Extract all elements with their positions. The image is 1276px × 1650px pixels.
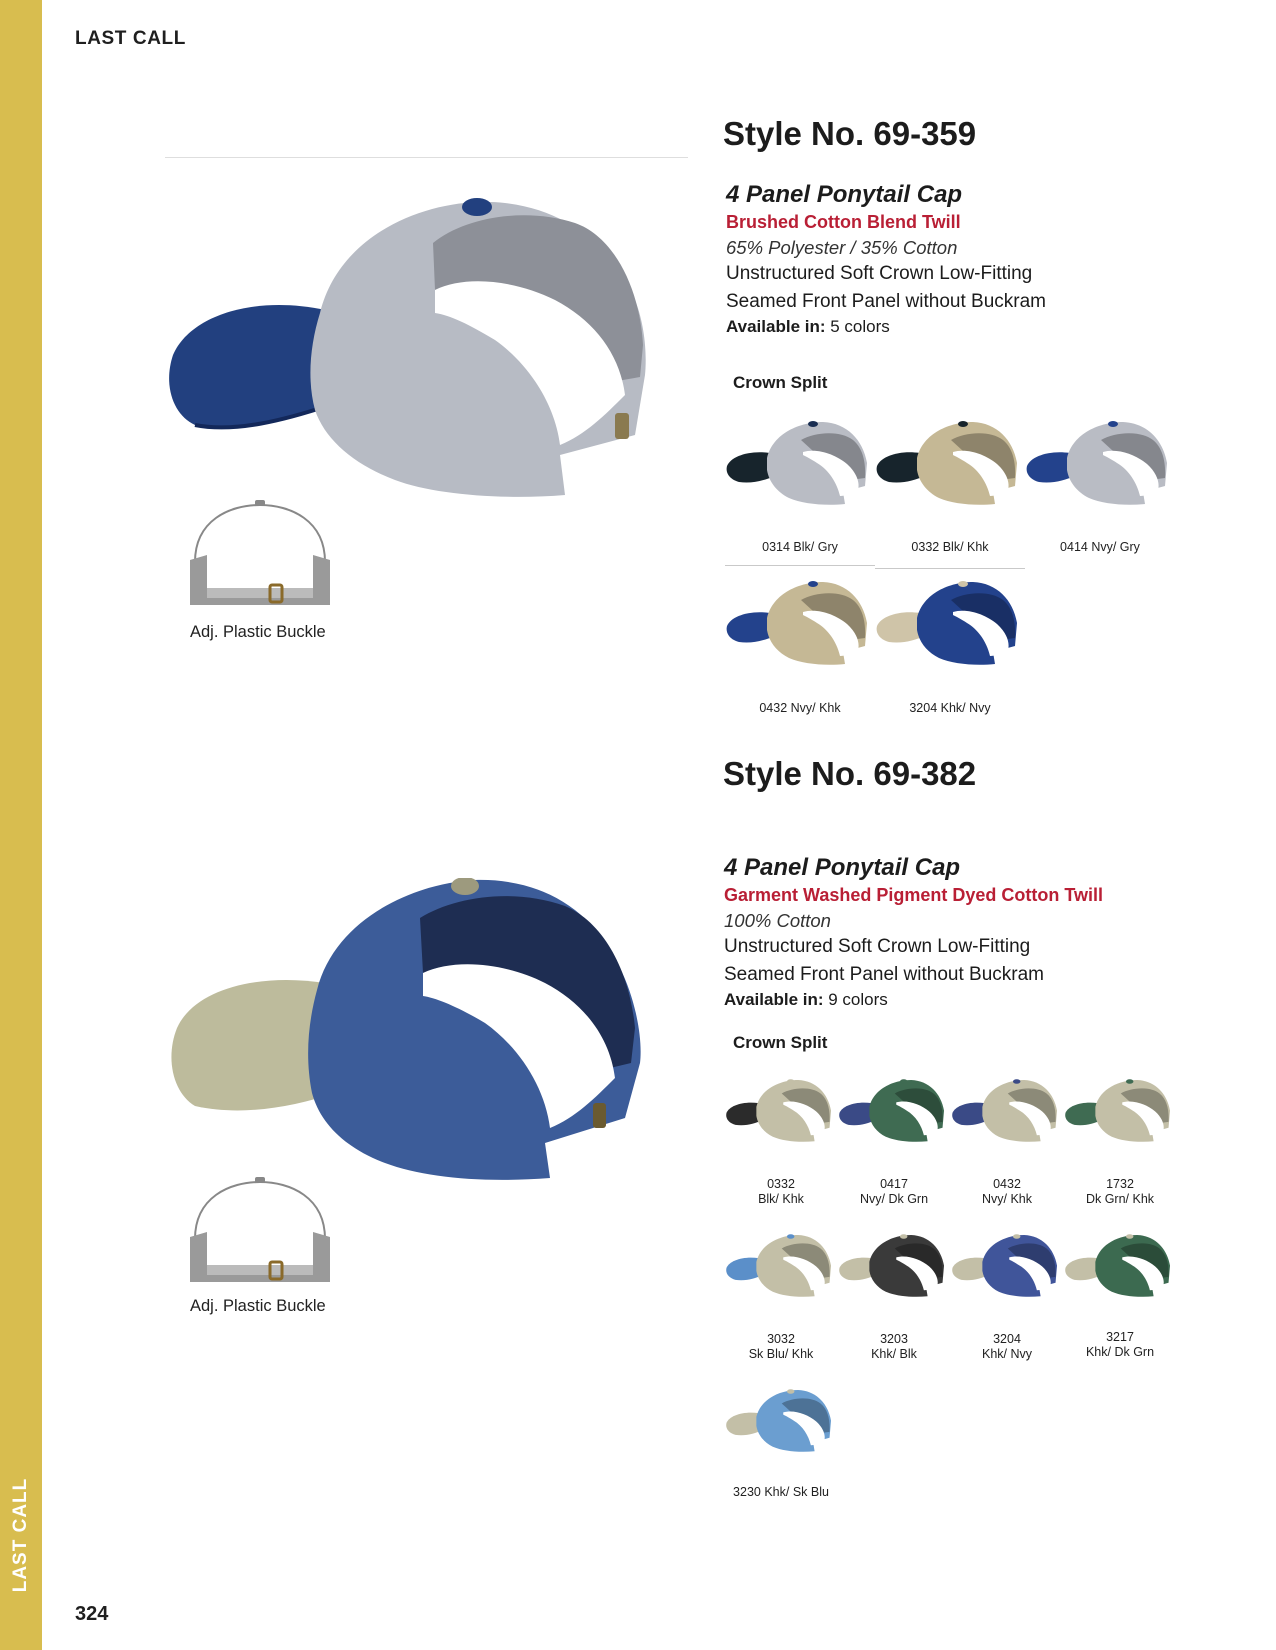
- swatch-label: 0332 Blk/ Khk: [911, 540, 989, 554]
- swatch-color-names: Blk/ Khk: [758, 1192, 804, 1206]
- swatch-color-names: Khk/ Nvy: [981, 1347, 1032, 1361]
- color-swatch-0332: [875, 418, 1025, 518]
- swatch-divider: [875, 568, 1025, 569]
- cap-swatch-image: [838, 1075, 950, 1150]
- swatch-color-names: Khk/ Dk Grn: [1085, 1345, 1155, 1359]
- sidebar-section-label: LAST CALL: [10, 1477, 31, 1593]
- swatch-color-names: Sk Blu/ Khk: [748, 1347, 814, 1361]
- crown-split-heading: Crown Split: [733, 373, 828, 392]
- swatch-label: 3230 Khk/ Sk Blu: [733, 1485, 829, 1499]
- availability-label: Available in:: [724, 990, 824, 1009]
- swatch-code: 3217: [1106, 1330, 1134, 1344]
- availability-value: 9 colors: [828, 990, 888, 1009]
- section-header: LAST CALL: [75, 28, 186, 49]
- cap-swatch-image: [725, 578, 875, 673]
- product-specs: [726, 180, 1206, 338]
- cap-swatch-image: [725, 1075, 837, 1150]
- swatch-label: [1045, 1177, 1195, 1207]
- fabric-description: Garment Washed Pigment Dyed Cotton Twill: [724, 885, 1104, 905]
- closure-label: Adj. Plastic Buckle: [190, 1297, 326, 1315]
- color-swatch-3203: [838, 1230, 950, 1310]
- swatch-code: 0417: [880, 1177, 908, 1191]
- cap-swatch-image: [725, 418, 875, 513]
- color-swatch-3204: [875, 578, 1025, 678]
- color-swatch-3032: [725, 1230, 837, 1310]
- style-number: Style No. 69-382: [723, 755, 977, 792]
- closure-label: Adj. Plastic Buckle: [190, 623, 326, 641]
- color-swatch-0414: [1025, 418, 1175, 518]
- cap-swatch-image: [951, 1075, 1063, 1150]
- product-name: 4 Panel Ponytail Cap: [726, 181, 963, 208]
- color-swatch-0432: [725, 578, 875, 678]
- fabric-content: 65% Polyester / 35% Cotton: [726, 237, 958, 258]
- color-swatch-3217: [1064, 1230, 1176, 1310]
- availability-label: Available in:: [726, 317, 826, 336]
- cap-swatch-image: [725, 1230, 837, 1305]
- feature-line: Unstructured Soft Crown Low-Fitting: [724, 936, 1031, 957]
- color-swatch-0332: [725, 1075, 837, 1155]
- color-swatch-3204: [951, 1230, 1063, 1310]
- page-number: 324: [75, 1603, 109, 1625]
- swatch-label: 0432 Nvy/ Khk: [759, 701, 841, 715]
- color-swatch-0432: [951, 1075, 1063, 1155]
- swatch-label: 0314 Blk/ Gry: [762, 540, 838, 554]
- crown-split-heading: Crown Split: [733, 1033, 828, 1052]
- swatch-color-names: Dk Grn/ Khk: [1085, 1192, 1155, 1206]
- swatch-label: 3204 Khk/ Nvy: [909, 701, 991, 715]
- cap-swatch-image: [1025, 418, 1175, 513]
- feature-line: Seamed Front Panel without Buckram: [724, 964, 1044, 985]
- swatch-code: 0432: [993, 1177, 1021, 1191]
- swatch-color-names: Nvy/ Khk: [981, 1192, 1032, 1206]
- swatch-color-names: Khk/ Blk: [871, 1347, 917, 1361]
- cap-swatch-image: [725, 1385, 837, 1460]
- color-swatch-1732: [1064, 1075, 1176, 1155]
- cap-swatch-image: [951, 1230, 1063, 1305]
- swatch-code: 3203: [880, 1332, 908, 1346]
- color-swatch-0314: [725, 418, 875, 518]
- swatch-divider: [725, 565, 875, 566]
- swatch-code: 1732: [1106, 1177, 1134, 1191]
- fabric-description: Brushed Cotton Blend Twill: [726, 212, 961, 232]
- swatch-label: [1045, 1330, 1195, 1360]
- image-divider: [165, 157, 688, 158]
- cap-swatch-image: [875, 418, 1025, 513]
- feature-line: Seamed Front Panel without Buckram: [726, 291, 1046, 312]
- feature-line: Unstructured Soft Crown Low-Fitting: [726, 263, 1033, 284]
- availability: [726, 316, 1206, 338]
- product-specs: [724, 853, 1204, 1011]
- buckle-closure-image: [185, 500, 335, 615]
- availability: [724, 989, 1204, 1011]
- color-swatch-0417: [838, 1075, 950, 1155]
- cap-hero-image: [165, 878, 685, 1208]
- swatch-code: 3032: [767, 1332, 795, 1346]
- cap-swatch-image: [1064, 1230, 1176, 1305]
- cap-swatch-image: [1064, 1075, 1176, 1150]
- style-number: Style No. 69-359: [723, 115, 977, 152]
- product-69-382: [0, 740, 1276, 1520]
- availability-value: 5 colors: [830, 317, 890, 336]
- swatch-code: 0332: [767, 1177, 795, 1191]
- swatch-color-names: Nvy/ Dk Grn: [859, 1192, 929, 1206]
- cap-hero-image: [165, 195, 685, 525]
- cap-swatch-image: [838, 1230, 950, 1305]
- fabric-content: 100% Cotton: [724, 910, 831, 931]
- product-69-359: [0, 0, 1276, 740]
- product-name: 4 Panel Ponytail Cap: [724, 854, 961, 881]
- swatch-label: 0414 Nvy/ Gry: [1060, 540, 1140, 554]
- swatch-code: 3204: [993, 1332, 1021, 1346]
- buckle-closure-image: [185, 1177, 335, 1292]
- color-swatch-3230: [725, 1385, 837, 1465]
- cap-swatch-image: [875, 578, 1025, 673]
